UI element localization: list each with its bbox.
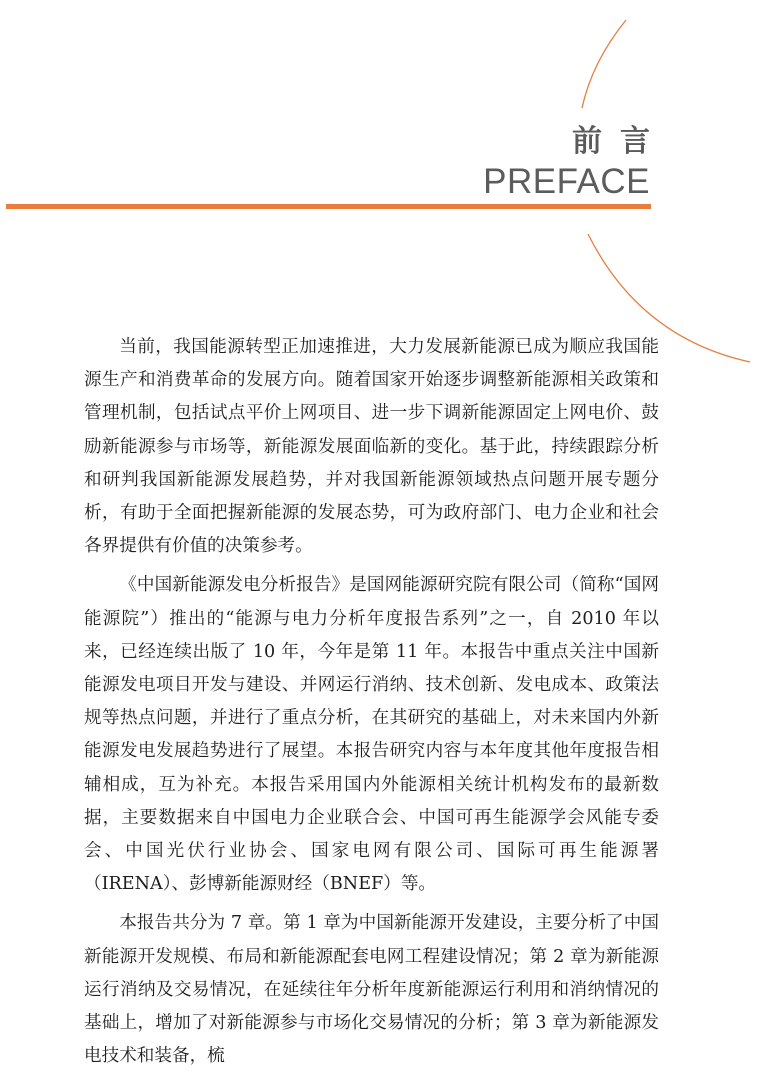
heading-title-zh: 前言	[572, 124, 668, 159]
page-heading	[483, 122, 668, 202]
heading-title-en: PREFACE	[483, 162, 650, 201]
upper-arc-decoration	[582, 20, 626, 108]
paragraph: 本报告共分为 7 章。第 1 章为中国新能源开发建设，主要分析了中国新能源开发规模、布局和新能源配套电网工程建设情况；第 2 章为新能源运行消纳及交易情况，在延续往年分析年度新能源运行利用和消纳情况的基础上，增加了对新能源参与市场化交易情况的分析；第 3 章为新能源发电技术和装备，梳	[84, 913, 659, 1067]
heading-divider	[6, 204, 651, 209]
preface-body	[84, 331, 659, 1079]
paragraph: 当前，我国能源转型正加速推进，大力发展新能源已成为顺应我国能源生产和消费革命的发展方向。随着国家开始逐步调整新能源相关政策和管理机制，包括试点平价上网项目、进一步下调新能源固定上网电价、鼓励新能源参与市场等，新能源发展面临新的变化。基于此，持续跟踪分析和研判我国新能源发展趋势，并对我国新能源领域热点问题开展专题分析，有助于全面把握新能源的发展态势，可为政府部门、电力企业和社会各界提供有价值的决策参考。	[84, 337, 659, 557]
paragraph: 《中国新能源发电分析报告》是国网能源研究院有限公司（简称“国网能源院”）推出的“能源与电力分析年度报告系列”之一，自 2010 年以来，已经连续出版了 10 年，今年是第 11 年。本报告中重点关注中国新能源发电项目开发与建设、并网运行消纳、技术创新、发电成本、政策法规等热点问题，并进行了重点分析，在其研究的基础上，对未来国内外新能源发电发展趋势进行了展望。本报告研究内容与本年度其他年度报告相辅相成，互为补充。本报告采用国内外能源相关统计机构发布的最新数据，主要数据来自中国电力企业联合会、中国可再生能源学会风能专委会、中国光伏行业协会、国家电网有限公司、国际可再生能源署（IRENA）、彭博新能源财经（BNEF）等。	[84, 575, 659, 895]
